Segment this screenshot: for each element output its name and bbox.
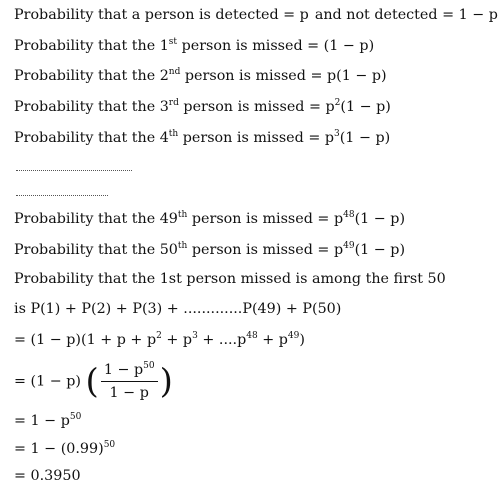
line-fourth-missed: Probability that the 4th person is missed = $p^3(1 - p)$ <box>14 129 391 146</box>
fraction-denominator: 1 − p <box>109 385 149 401</box>
line-49th-missed: Probability that the 49th person is missed = $p^{48}(1 - p)$ <box>14 210 406 227</box>
line-second-missed: Probability that the 2nd person is missed = p(1 − p) <box>14 67 387 84</box>
line-first-missed: Probability that the 1st person is missed = (1 − p) <box>14 37 375 54</box>
line-third-missed: Probability that the 3rd person is missed = $p^2(1 - p)$ <box>14 98 391 115</box>
line-among-first-50: Probability that the 1st person missed is among the first 50 <box>14 271 446 287</box>
fraction-numerator: $1 - p^{50}$ <box>101 361 158 382</box>
line-50th-missed: Probability that the 50th person is missed = $p^{49}(1 - p)$ <box>14 241 406 258</box>
right-paren: ) <box>159 361 173 402</box>
ellipsis-divider-2 <box>16 195 108 196</box>
line-sum-expression: is P(1) + P(2) + P(3) + .............P(49) + P(50) <box>14 301 342 317</box>
line-substituted: = $1 - (0.99)^{50}$ <box>14 440 116 457</box>
line-final-answer: = 0.3950 <box>14 468 81 484</box>
line-detection-probability: Probability that a person is detected = p and not detected = 1 − p <box>14 7 498 23</box>
line-one-minus-p50: = $1 - p^{50}$ <box>14 412 82 429</box>
ellipsis-divider-1 <box>16 170 132 171</box>
line-factored-series: = $(1 - p)(1 + p + p^2 + p^3 + ....p^{48} + p^{49})$ <box>14 331 305 348</box>
left-paren: ( <box>85 361 99 402</box>
fraction <box>101 361 158 402</box>
line-geometric-fraction: = (1 − p) ( $\frac{1 - p^{50}}{1 - p}$ ) <box>14 361 173 402</box>
